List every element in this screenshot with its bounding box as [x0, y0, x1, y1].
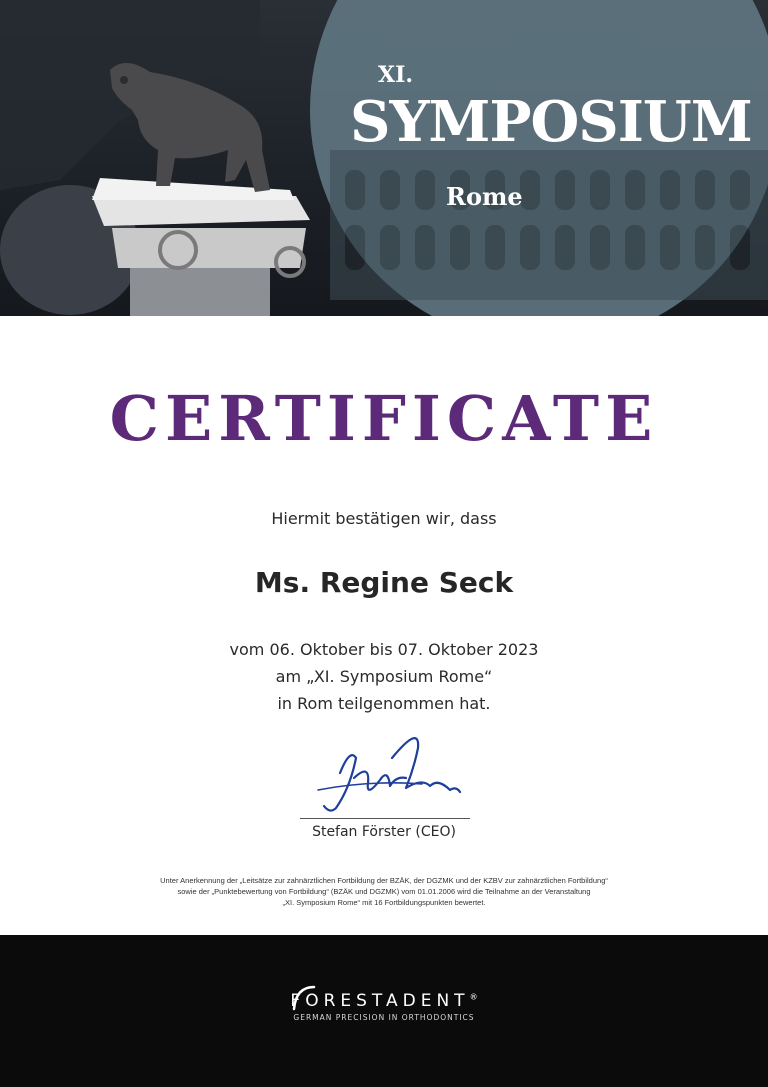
signature-line: [300, 818, 470, 819]
intro-text: Hiermit bestätigen wir, dass: [271, 509, 497, 528]
participation-line: in Rom teilgenommen hat.: [277, 694, 491, 713]
handwritten-signature: [310, 728, 470, 818]
signer-name: Stefan Förster (CEO): [312, 824, 456, 840]
symposium-wordmark: SYMPOSIUM: [350, 89, 752, 155]
trademark-symbol: ®: [469, 992, 478, 1002]
brand-tagline: GERMAN PRECISION IN ORTHODONTICS: [293, 1013, 475, 1022]
recipient-name: Ms. Regine Seck: [254, 566, 514, 599]
she-wolf-statue: [110, 63, 270, 192]
symposium-logo: [350, 58, 752, 218]
brand-logo: [0, 991, 768, 1011]
brand-wordmark: FORESTADENT: [290, 991, 470, 1011]
accreditation-notice: [100, 875, 668, 908]
city-label: Rome: [446, 182, 523, 211]
header-banner: [0, 0, 768, 316]
column-illustration: [92, 178, 310, 316]
event-name-line: am „XI. Symposium Rome“: [275, 667, 493, 686]
certificate-title: CERTIFICATE: [109, 382, 659, 455]
date-range-line: vom 06. Oktober bis 07. Oktober 2023: [229, 640, 539, 659]
footer-bar: [0, 935, 768, 1087]
notice-line: sowie der „Punktebewertung von Fortbildung“ (BZÄK und DGZMK) vom 01.01.2006 wird die Teilnahme an der Veranstaltung: [177, 887, 591, 896]
notice-line: Unter Anerkennung der „Leitsätze zur zahnärztlichen Fortbildung der BZÄK, der DGZMK und der KZBV zur zahnärztlichen Fortbildung“: [160, 876, 608, 885]
edition-label: XI.: [378, 62, 414, 88]
notice-line: „XI. Symposium Rome“ mit 16 Fortbildungspunkten bewertet.: [282, 898, 486, 907]
